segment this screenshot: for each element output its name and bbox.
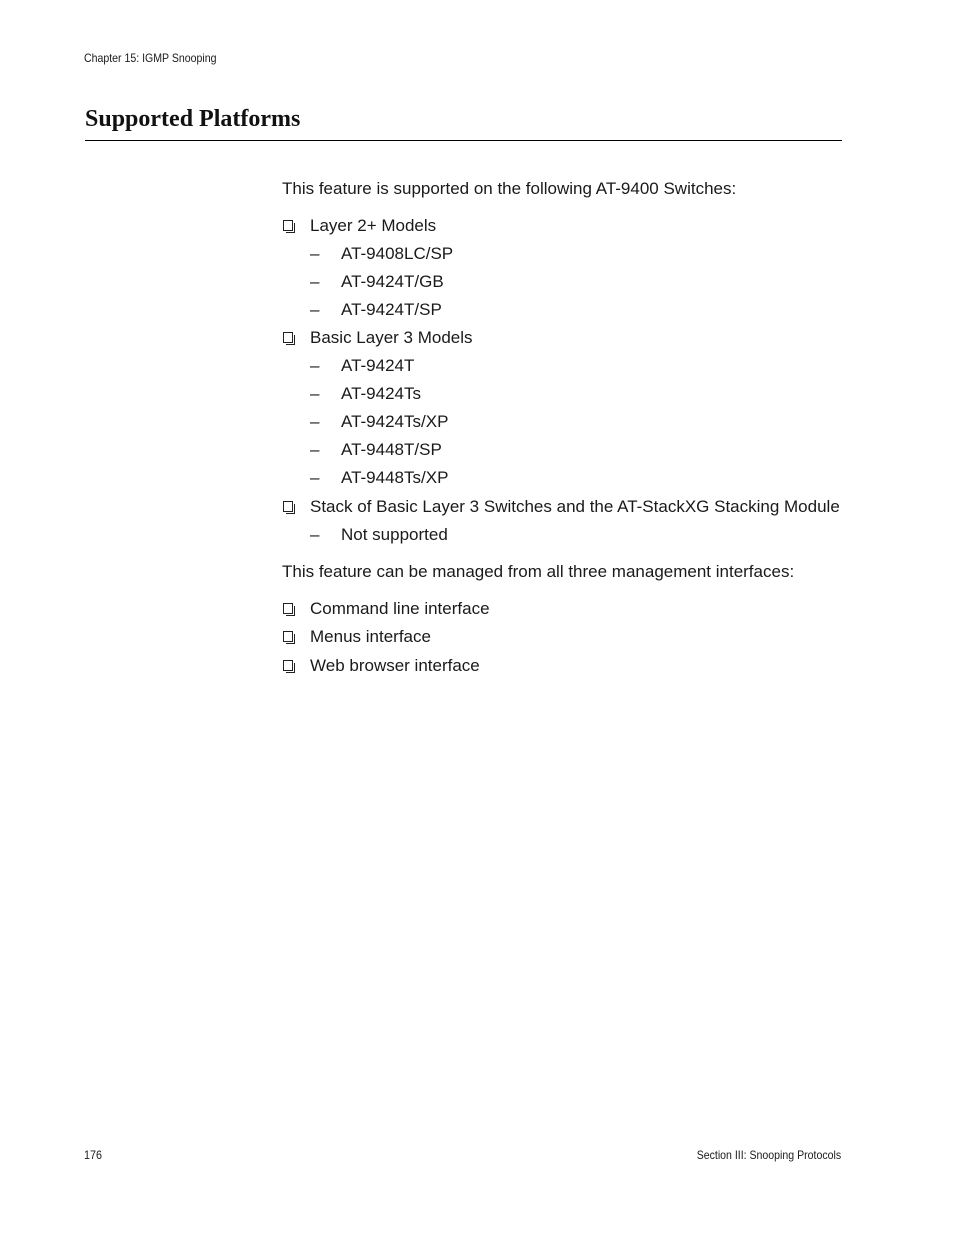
platform-model: Not supported	[341, 525, 448, 544]
management-paragraph: This feature can be managed from all three management interfaces:	[282, 562, 795, 581]
dash-bullet-icon: –	[310, 272, 320, 291]
platform-model: AT-9448Ts/XP	[341, 468, 449, 487]
platform-group-label: Stack of Basic Layer 3 Switches and the AT-StackXG Stacking Module	[310, 497, 840, 516]
interface-name: Command line interface	[310, 599, 490, 618]
dash-bullet-icon: –	[310, 525, 320, 544]
platform-model: AT-9424Ts/XP	[341, 412, 449, 431]
platform-model: AT-9424T	[341, 356, 415, 375]
dash-bullet-icon: –	[310, 412, 320, 431]
checkbox-bullet-icon	[283, 660, 293, 671]
checkbox-bullet-icon	[283, 332, 293, 343]
page-number: 176	[84, 1148, 103, 1162]
platform-model: AT-9408LC/SP	[341, 244, 454, 263]
running-header: Chapter 15: IGMP Snooping	[84, 51, 217, 65]
checkbox-bullet-icon	[283, 501, 293, 512]
platform-model: AT-9424T/SP	[341, 300, 442, 319]
platform-model: AT-9424Ts	[341, 384, 422, 403]
intro-paragraph: This feature is supported on the following AT-9400 Switches:	[282, 179, 737, 198]
checkbox-bullet-icon	[283, 631, 293, 642]
checkbox-bullet-icon	[283, 603, 293, 614]
dash-bullet-icon: –	[310, 384, 320, 403]
platform-group-label: Basic Layer 3 Models	[310, 328, 473, 347]
dash-bullet-icon: –	[310, 300, 320, 319]
dash-bullet-icon: –	[310, 356, 320, 375]
interface-name: Web browser interface	[310, 656, 480, 675]
dash-bullet-icon: –	[310, 440, 320, 459]
platform-group-label: Layer 2+ Models	[310, 216, 437, 235]
running-footer: Section III: Snooping Protocols	[696, 1148, 841, 1162]
dash-bullet-icon: –	[310, 468, 320, 487]
title-rule	[85, 140, 842, 141]
dash-bullet-icon: –	[310, 244, 320, 263]
checkbox-bullet-icon	[283, 220, 293, 231]
platform-model: AT-9424T/GB	[341, 272, 444, 291]
interface-name: Menus interface	[310, 627, 431, 646]
platform-model: AT-9448T/SP	[341, 440, 442, 459]
section-title: Supported Platforms	[85, 106, 301, 132]
